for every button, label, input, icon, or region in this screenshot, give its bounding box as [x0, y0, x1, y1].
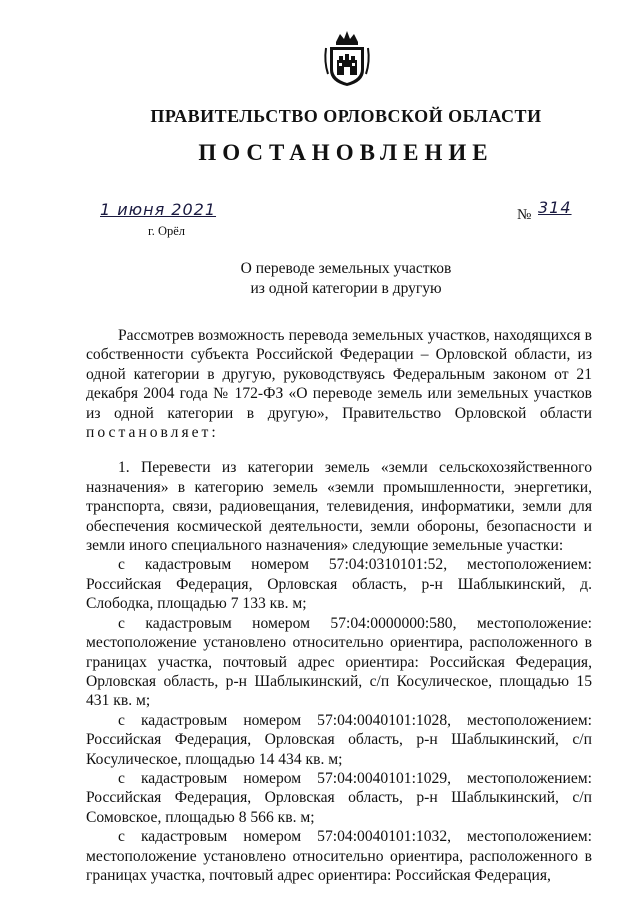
- coat-of-arms-icon: [322, 28, 372, 88]
- intro-text: Рассмотрев возможность перевода земельных участков, находящихся в собственности субъекта Российской Федерации – Орловской области, из одной категории в другую, руководствуясь Федеральным законом от 21 декабря 2004 года № 172-ФЗ «О переводе земель или земельных участков из одной категории в другую», Правительство Орловской области: [86, 327, 592, 422]
- city-label: г. Орёл: [148, 224, 186, 238]
- organization-title: ПРАВИТЕЛЬСТВО ОРЛОВСКОЙ ОБЛАСТИ: [150, 106, 542, 126]
- intro-paragraph: [86, 326, 592, 442]
- subject-line-1: О переводе земельных участков: [240, 260, 452, 277]
- number-label: №: [517, 207, 532, 223]
- document-subject: [0, 259, 640, 299]
- plot-paragraph: с кадастровым номером 57:04:0000000:580, местоположение: местоположение установлено относительно ориентира, расположенного в границах участка, почтовый адрес ориентира: Российская Федерация, Орловская область, р-н Шаблыкинский, с/п Косулическое, площадью 15 431 кв. м;: [86, 614, 592, 710]
- plot-paragraph: с кадастровым номером 57:04:0040101:1029, местоположением: Российская Федерация, Орловская область, р-н Шаблыкинский, с/п Сомовское, площадью 8 566 кв. м;: [86, 769, 592, 826]
- resolves-word: постановляет:: [86, 424, 219, 442]
- handwritten-date: 1 июня 2021: [100, 200, 217, 219]
- subject-line-2: из одной категории в другую: [250, 280, 442, 297]
- plot-paragraph: с кадастровым номером 57:04:0040101:1032, местоположением: местоположение установлено относительно ориентира, расположенного в границах участка, почтовый адрес ориентира: Российская Федерация,: [86, 828, 592, 884]
- item-1-paragraph: 1. Перевести из категории земель «земли сельскохозяйственного назначения» в категорию земель «земли промышленности, энергетики, транспорта, связи, радиовещания, телевидения, информатики, земли для обеспечения космической деятельности, земли обороны, безопасности и земли иного специального назначения» следующие земельные участки:: [86, 459, 592, 555]
- handwritten-number: 314: [538, 198, 572, 217]
- plot-paragraph: с кадастровым номером 57:04:0310101:52, местоположением: Российская Федерация, Орловская область, р-н Шаблыкинский, д. Слободка, площадью 7 133 кв. м;: [86, 556, 592, 613]
- document-body: [86, 326, 592, 885]
- plot-paragraph: с кадастровым номером 57:04:0040101:1028, местоположением: Российская Федерация, Орловская область, р-н Шаблыкинский, с/п Косулическое, площадью 14 434 кв. м;: [86, 711, 592, 768]
- document-type-title: ПОСТАНОВЛЕНИЕ: [198, 140, 494, 165]
